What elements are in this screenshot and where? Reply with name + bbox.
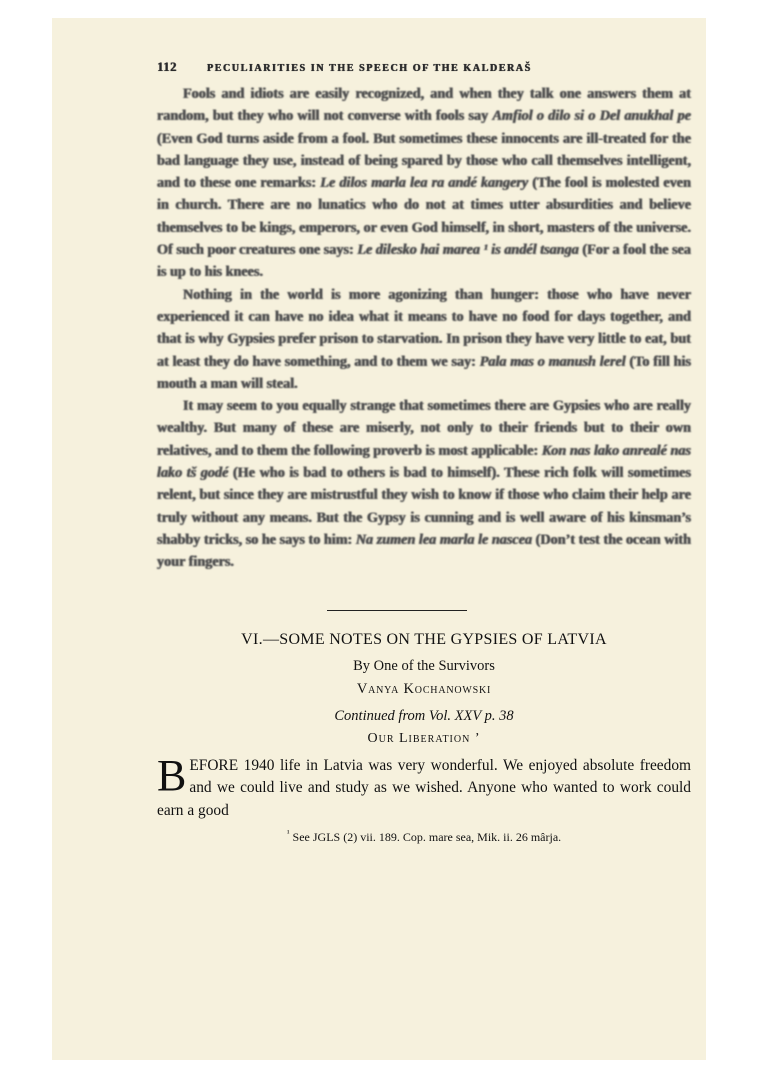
article-author: Vanya Kochanowski xyxy=(356,680,492,697)
romani-phrase: Pala mas o manush lerel xyxy=(479,353,626,370)
text-run: It may seem to you equally strange that sometimes there are Gypsies who are really wealthy. But many of these are miserly, not only to their friends but to their own relatives, and to them the following proverb is most applicable: xyxy=(157,398,691,459)
previous-article-text xyxy=(157,83,691,574)
text-run: (The fool is molested even in church. There are no lunatics who do not at times utter absurdities and believe themselves to be kings, emperors, or even God himself, in short, masters of the universe. Of such poor creatures one says: xyxy=(157,175,691,259)
article-byline: By One of the Survivors xyxy=(353,657,495,674)
drop-cap: B xyxy=(157,750,187,800)
article-title: VI.—SOME NOTES ON THE GYPSIES OF LATVIA xyxy=(241,630,607,648)
text-run: (To fill his mouth a man will steal. xyxy=(157,353,691,392)
footnote-mark: ¹ xyxy=(286,828,290,839)
page-content xyxy=(157,60,691,845)
romani-phrase: Le dilesko hai marea ¹ is andél tsanga xyxy=(357,242,579,259)
article-body xyxy=(157,750,691,823)
continued-note: Continued from Vol. XXV p. 38 xyxy=(334,707,514,724)
footnote-text: See JGLS (2) vii. 189. Cop. mare sea, Mik. ii. 26 mârja. xyxy=(289,830,562,845)
romani-phrase: Na zumen lea marla le nascea xyxy=(355,531,533,548)
footnote xyxy=(157,828,691,845)
article-body-text: EFORE 1940 life in Latvia was very wonderful. We enjoyed absolute freedom and we could live and study as we wished. Anyone who wanted to work could earn a good xyxy=(157,756,691,819)
romani-phrase: Le dilos marla lea ra andé kangery xyxy=(320,175,529,192)
running-head-title: PECULIARITIES IN THE SPEECH OF THE KALDERAŠ xyxy=(206,63,532,74)
text-run: Nothing in the world is more agonizing than hunger: those who have never experienced it can have no idea what it means to have no food for days together, and that is why Gypsies prefer prison to starvation. In prison they have very little to eat, but at least they do have something, and to them we say: xyxy=(157,286,691,370)
romani-phrase: Kon nas lako anrealé nas lako tš godé xyxy=(157,442,691,482)
page-number: 112 xyxy=(157,60,177,74)
text-run: Fools and idiots are easily recognized, and when they talk one answers them at random, but they who will not converse with fools say xyxy=(157,86,691,125)
romani-phrase: Amfiol o dilo si o Del anukhal pe xyxy=(492,108,692,125)
section-divider-rule xyxy=(327,610,467,611)
scanned-page xyxy=(52,18,706,1060)
text-run: (He who is bad to others is bad to himself). These rich folk will sometimes relent, but since they are mistrustful they wish to know if those who claim their help are truly without any means. But the Gypsy is cunning and is well aware of his kinsman’s shabby tricks, so he says to him: xyxy=(157,465,691,548)
paragraph xyxy=(157,284,691,395)
section-subheading: Our Liberation ’ xyxy=(367,730,481,746)
running-head xyxy=(157,60,691,75)
paragraph xyxy=(157,395,691,573)
text-run: (Even God turns aside from a fool. But sometimes these innocents are ill-treated for the bad language they use, instead of being spared by those who call themselves intelligent, and to these one remarks: xyxy=(157,130,691,192)
paragraph xyxy=(157,83,691,284)
text-run: (For a fool the sea is up to his knees. xyxy=(157,242,691,281)
text-run: (Don’t test the ocean with your fingers. xyxy=(157,531,691,571)
